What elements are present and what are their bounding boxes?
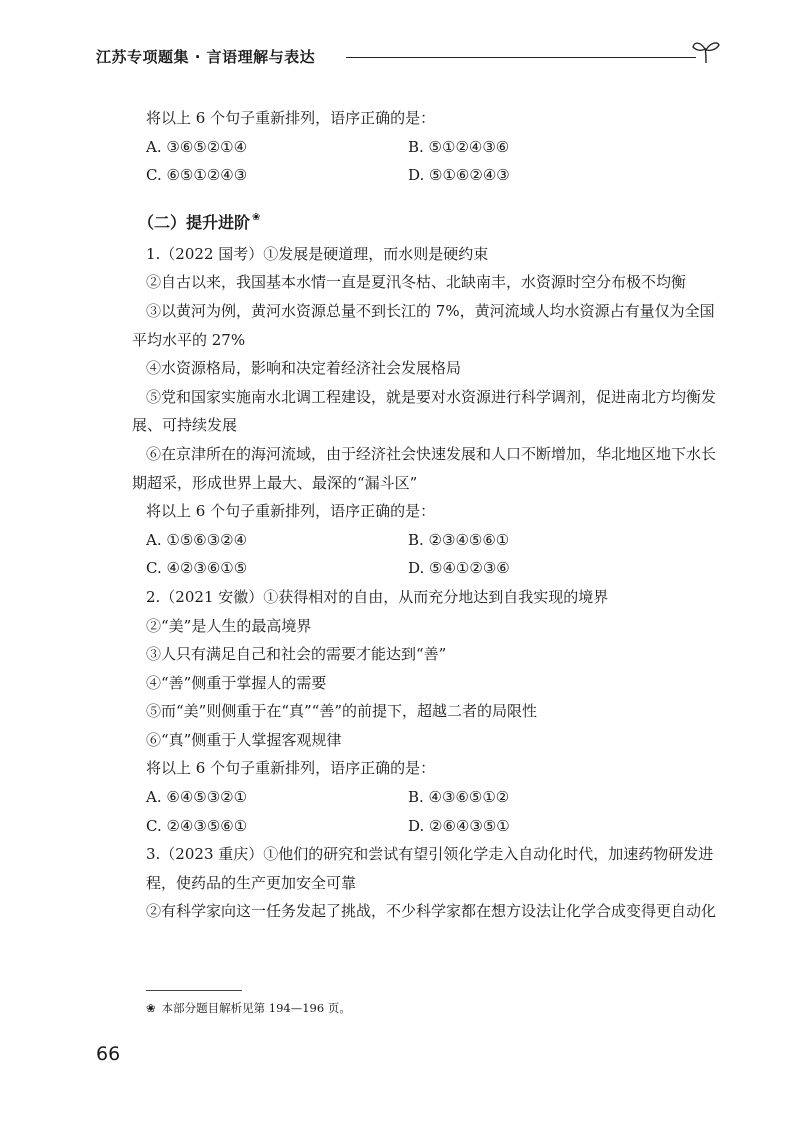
sentence-item: ⑥在京津所在的海河流域，由于经济社会快速发展和人口不断增加，华北地区地下水长期超采，形成世界上最大、最深的“漏斗区” [132,444,717,492]
sentence-item: ⑤而“美”则侧重于在“真”“善”的前提下，超越二者的局限性 [146,702,538,721]
section-title: （二）提升进阶 [138,212,251,232]
sentence-item: ⑥“真”侧重于人掌握客观规律 [146,730,342,749]
footnote-rule [146,990,242,991]
header-title: 江苏专项题集 · 言语理解与表达 [96,48,316,66]
option-c: C. ⑥⑤①②④③ [146,166,248,185]
option-row [146,161,716,190]
question-stem: 2.（2021 安徽）①获得相对的自由，从而充分地达到自我实现的境界 [146,587,609,606]
sentence-item: ⑤党和国家实施南水北调工程建设，就是要对水资源进行科学调剂，促进南北方均衡发展、可持续发展 [132,387,717,435]
flower-icon: ❀ [146,1001,156,1015]
footnote [146,1000,351,1016]
option-a: A. ①⑤⑥③②④ [146,530,248,549]
section-heading [138,196,716,240]
option-a: A. ⑥④⑤③②① [146,788,248,807]
question-stem: 1.（2022 国考）①发展是硬道理，而水则是硬约束 [146,244,489,263]
option-b: B. ⑤①②④③⑥ [408,137,510,156]
option-a: A. ③⑥⑤②①④ [146,137,248,156]
sentence-item: ②自古以来，我国基本水情一直是夏汛冬枯、北缺南丰，水资源时空分布极不均衡 [146,273,687,292]
option-d: D. ②⑥④③⑤① [408,816,510,835]
option-b: B. ④③⑥⑤①② [408,788,510,807]
question-prompt: 将以上 6 个句子重新排列，语序正确的是： [146,759,436,778]
header-rule [346,57,696,58]
option-row [146,554,716,583]
sentence-item: ④水资源格局，影响和决定着经济社会发展格局 [146,359,462,378]
sentence-item: ②“美”是人生的最高境界 [146,616,312,635]
page-number: 66 [96,1043,121,1065]
option-c: C. ②④③⑤⑥① [146,816,248,835]
option-d: D. ⑤①⑥②④③ [408,166,510,185]
option-row [146,812,716,841]
question-prompt: 将以上 6 个句子重新排列，语序正确的是： [146,502,436,521]
option-row [146,783,716,812]
question-prompt: 将以上 6 个句子重新排列，语序正确的是： [146,109,436,127]
sentence-item: ③人只有满足自己和社会的需要才能达到“善” [146,645,447,664]
option-row [146,133,716,162]
sprout-icon [692,38,720,64]
footnote-text: 本部分题目解析见第 194—196 页。 [161,1001,351,1015]
sentence-item: ③以黄河为例，黄河水资源总量不到长江的 7%，黄河流域人均水资源占有量仅为全国平均水平的 27% [132,301,715,349]
flower-icon: ❀ [252,211,261,223]
page-content [132,104,717,926]
sentence-item: ②有科学家向这一任务发起了挑战，不少科学家都在想方设法让化学合成变得更自动化 [146,902,717,921]
sentence-item: ④“善”侧重于掌握人的需要 [146,673,327,692]
option-c: C. ④②③⑥①⑤ [146,559,248,578]
question-stem: 3.（2023 重庆）①他们的研究和尝试有望引领化学走入自动化时代，加速药物研发进程，使药品的生产更加安全可靠 [146,845,714,892]
option-d: D. ⑤④①②③⑥ [408,559,510,578]
option-row [146,526,716,555]
running-header [96,38,722,74]
option-b: B. ②③④⑤⑥① [408,530,510,549]
